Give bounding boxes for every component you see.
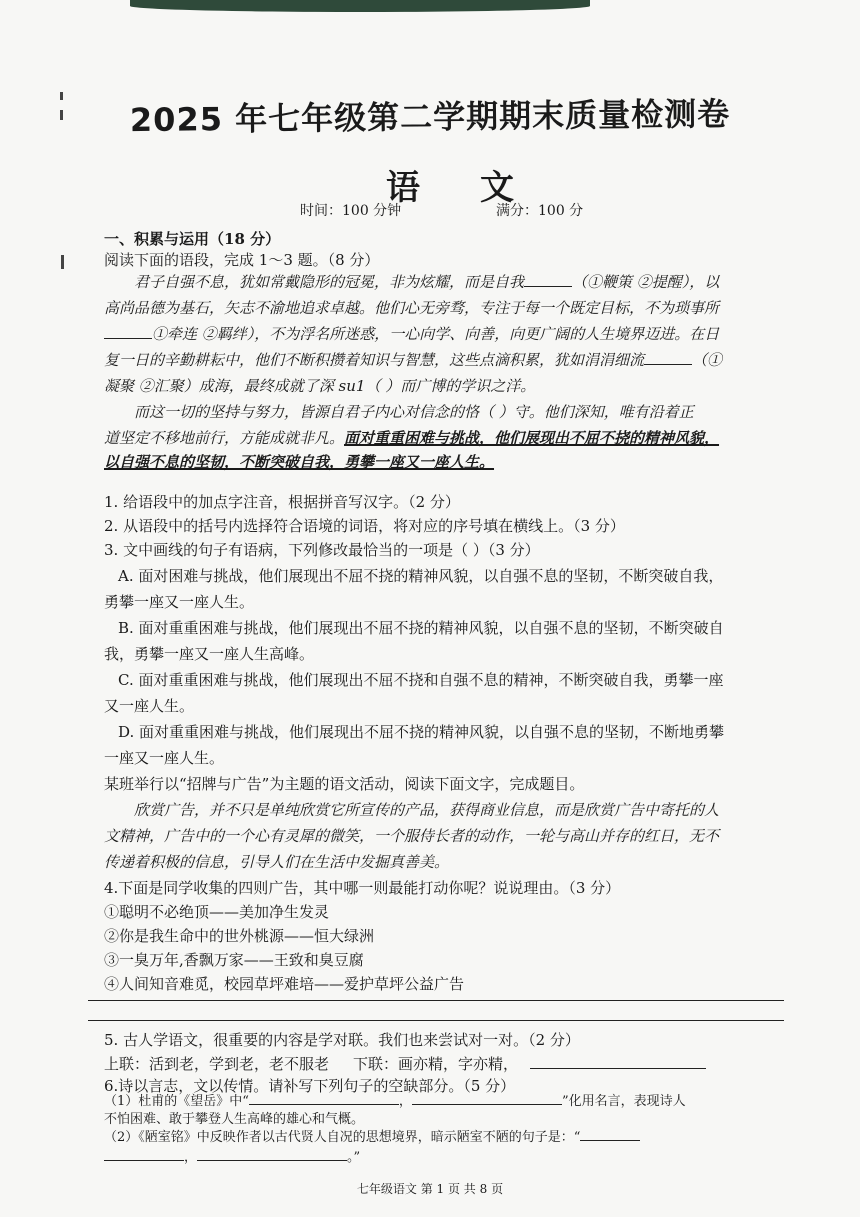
poem-blank[interactable]	[249, 1093, 399, 1105]
option-d-cont: 一座又一座人生。	[104, 749, 225, 767]
exam-score: 满分：100 分	[496, 203, 584, 219]
margin-mark	[60, 92, 63, 100]
option-a[interactable]: A. 面对困难与挑战，他们展现出不屈不挠的精神风貌，以自强不息的坚韧，不断突破自我，	[118, 567, 724, 585]
ad-passage-line: 传递着积极的信息，引导人们在生活中发掘真善美。	[104, 853, 450, 871]
passage-line: 而这一切的坚持与努力，皆源自君子内心对信念的恪（ ）守。他们深知，唯有沿着正	[134, 403, 694, 421]
activity-intro: 某班举行以“招牌与广告”为主题的语文活动，阅读下面文字，完成题目。	[104, 775, 585, 793]
couplet-line: 上联：活到老，学到老，老不服老 下联：画亦精，字亦精，	[104, 1054, 706, 1074]
passage-line: 道坚定不移地前行，方能成就非凡。面对重重困难与挑战，他们展现出不屈不挠的精神风貌，	[104, 429, 720, 447]
question-3: 3. 文中画线的句子有语病，下列修改最恰当的一项是（ ）（3 分）	[104, 541, 540, 559]
answer-line[interactable]	[88, 1000, 784, 1001]
passage-line: 高尚品德为基石，矢志不渝地追求卓越。他们心无旁骛，专注于每一个既定目标，不为琐事所	[104, 299, 720, 317]
poem-blank[interactable]	[580, 1129, 640, 1141]
poem-blank[interactable]	[104, 1149, 184, 1161]
poem-blank[interactable]	[412, 1093, 562, 1105]
question-1: 1. 给语段中的加点字注音，根据拼音写汉字。（2 分）	[104, 493, 460, 511]
option-b[interactable]: B. 面对重重困难与挑战，他们展现出不屈不挠的精神风貌，以自强不息的坚韧，不断突破自	[118, 619, 724, 637]
underlined-sentence: 以自强不息的坚韧，不断突破自我，勇攀一座又一座人生。	[104, 453, 495, 471]
exam-title: 2025 年七年级第二学期期末质量检测卷	[129, 94, 731, 140]
answer-line[interactable]	[88, 1020, 784, 1021]
ad-item: ②你是我生命中的世外桃源——恒大绿洲	[104, 927, 375, 945]
poem-blank[interactable]	[197, 1149, 347, 1161]
question-4: 4.下面是同学收集的四则广告，其中哪一则最能打动你呢？说说理由。（3 分）	[104, 879, 621, 897]
option-b-cont: 我，勇攀一座又一座人生高峰。	[104, 645, 315, 663]
passage-line: 君子自强不息，犹如常戴隐形的冠冕，非为炫耀，而是自我 （①鞭策 ②提醒），以	[134, 273, 720, 291]
ad-item: ③一臭万年,香飘万家——王致和臭豆腐	[104, 951, 364, 969]
question-6-2-cont: ， 。”	[104, 1148, 360, 1168]
section-heading: 一、积累与运用（18 分）	[104, 230, 281, 248]
exam-time: 时间：100 分钟	[300, 203, 402, 219]
option-c-cont: 又一座人生。	[104, 697, 195, 715]
underlined-sentence: 面对重重困难与挑战，他们展现出不屈不挠的精神风貌，	[344, 429, 720, 447]
ad-passage-line: 欣赏广告，并不只是单纯欣赏它所宣传的产品，获得商业信息，而是欣赏广告中寄托的人	[134, 801, 720, 819]
page-footer: 七年级语文 第 1 页 共 8 页	[356, 1182, 504, 1196]
ad-item: ①聪明不必绝顶——美加净生发灵	[104, 903, 330, 921]
question-6-1-cont: 不怕困难、敢于攀登人生高峰的雄心和气概。	[104, 1112, 365, 1127]
couplet-answer-blank[interactable]	[530, 1054, 706, 1069]
option-d[interactable]: D. 面对重重困难与挑战，他们展现出不屈不挠的精神风貌，以自强不息的坚韧，不断地勇攀	[118, 723, 725, 741]
ad-passage-line: 文精神，广告中的一个心有灵犀的微笑，一个服侍长者的动作，一轮与高山并存的红日，无不	[104, 827, 720, 845]
option-a-cont: 勇攀一座又一座人生。	[104, 593, 255, 611]
question-5: 5. 古人学语文，很重要的内容是学对联。我们也来尝试对一对。（2 分）	[104, 1031, 580, 1049]
ad-item: ④人间知音难觅，校园草坪难培——爱护草坪公益广告	[104, 975, 465, 993]
option-c[interactable]: C. 面对重重困难与挑战，他们展现出不屈不挠和自强不息的精神，不断突破自我，勇攀一座	[118, 671, 724, 689]
question-2: 2. 从语段中的括号内选择符合语境的词语，将对应的序号填在横线上。（3 分）	[104, 517, 625, 535]
question-6: 6.诗以言志，文以传情。请补写下列句子的空缺部分。（5 分）	[104, 1077, 516, 1095]
answer-blank[interactable]	[104, 324, 152, 339]
reading-intro: 阅读下面的语段，完成 1～3 题。（8 分）	[104, 251, 380, 269]
passage-line: 复一日的辛勤耕耘中，他们不断积攒着知识与智慧，这些点滴积累，犹如涓涓细流 （①	[104, 351, 723, 369]
passage-line: 凝聚 ②汇聚）成海，最终成就了深 su1（ ）而广博的学识之洋。	[104, 377, 536, 395]
margin-mark	[61, 255, 64, 269]
question-6-1: （1）杜甫的《望岳》中“ ， ”化用名言，表现诗人	[104, 1094, 686, 1109]
top-shadow	[130, 0, 590, 12]
passage-line: ①牵连 ②羁绊），不为浮名所迷惑，一心向学、向善，向更广阔的人生境界迈进。在日	[104, 324, 719, 344]
answer-blank[interactable]	[644, 350, 692, 365]
question-6-2: （2）《陋室铭》中反映作者以古代贤人自况的思想境界，暗示陋室不陋的句子是：“	[104, 1128, 640, 1148]
margin-mark	[60, 110, 63, 120]
answer-blank[interactable]	[524, 272, 572, 287]
subject-heading: 语文	[386, 168, 574, 208]
